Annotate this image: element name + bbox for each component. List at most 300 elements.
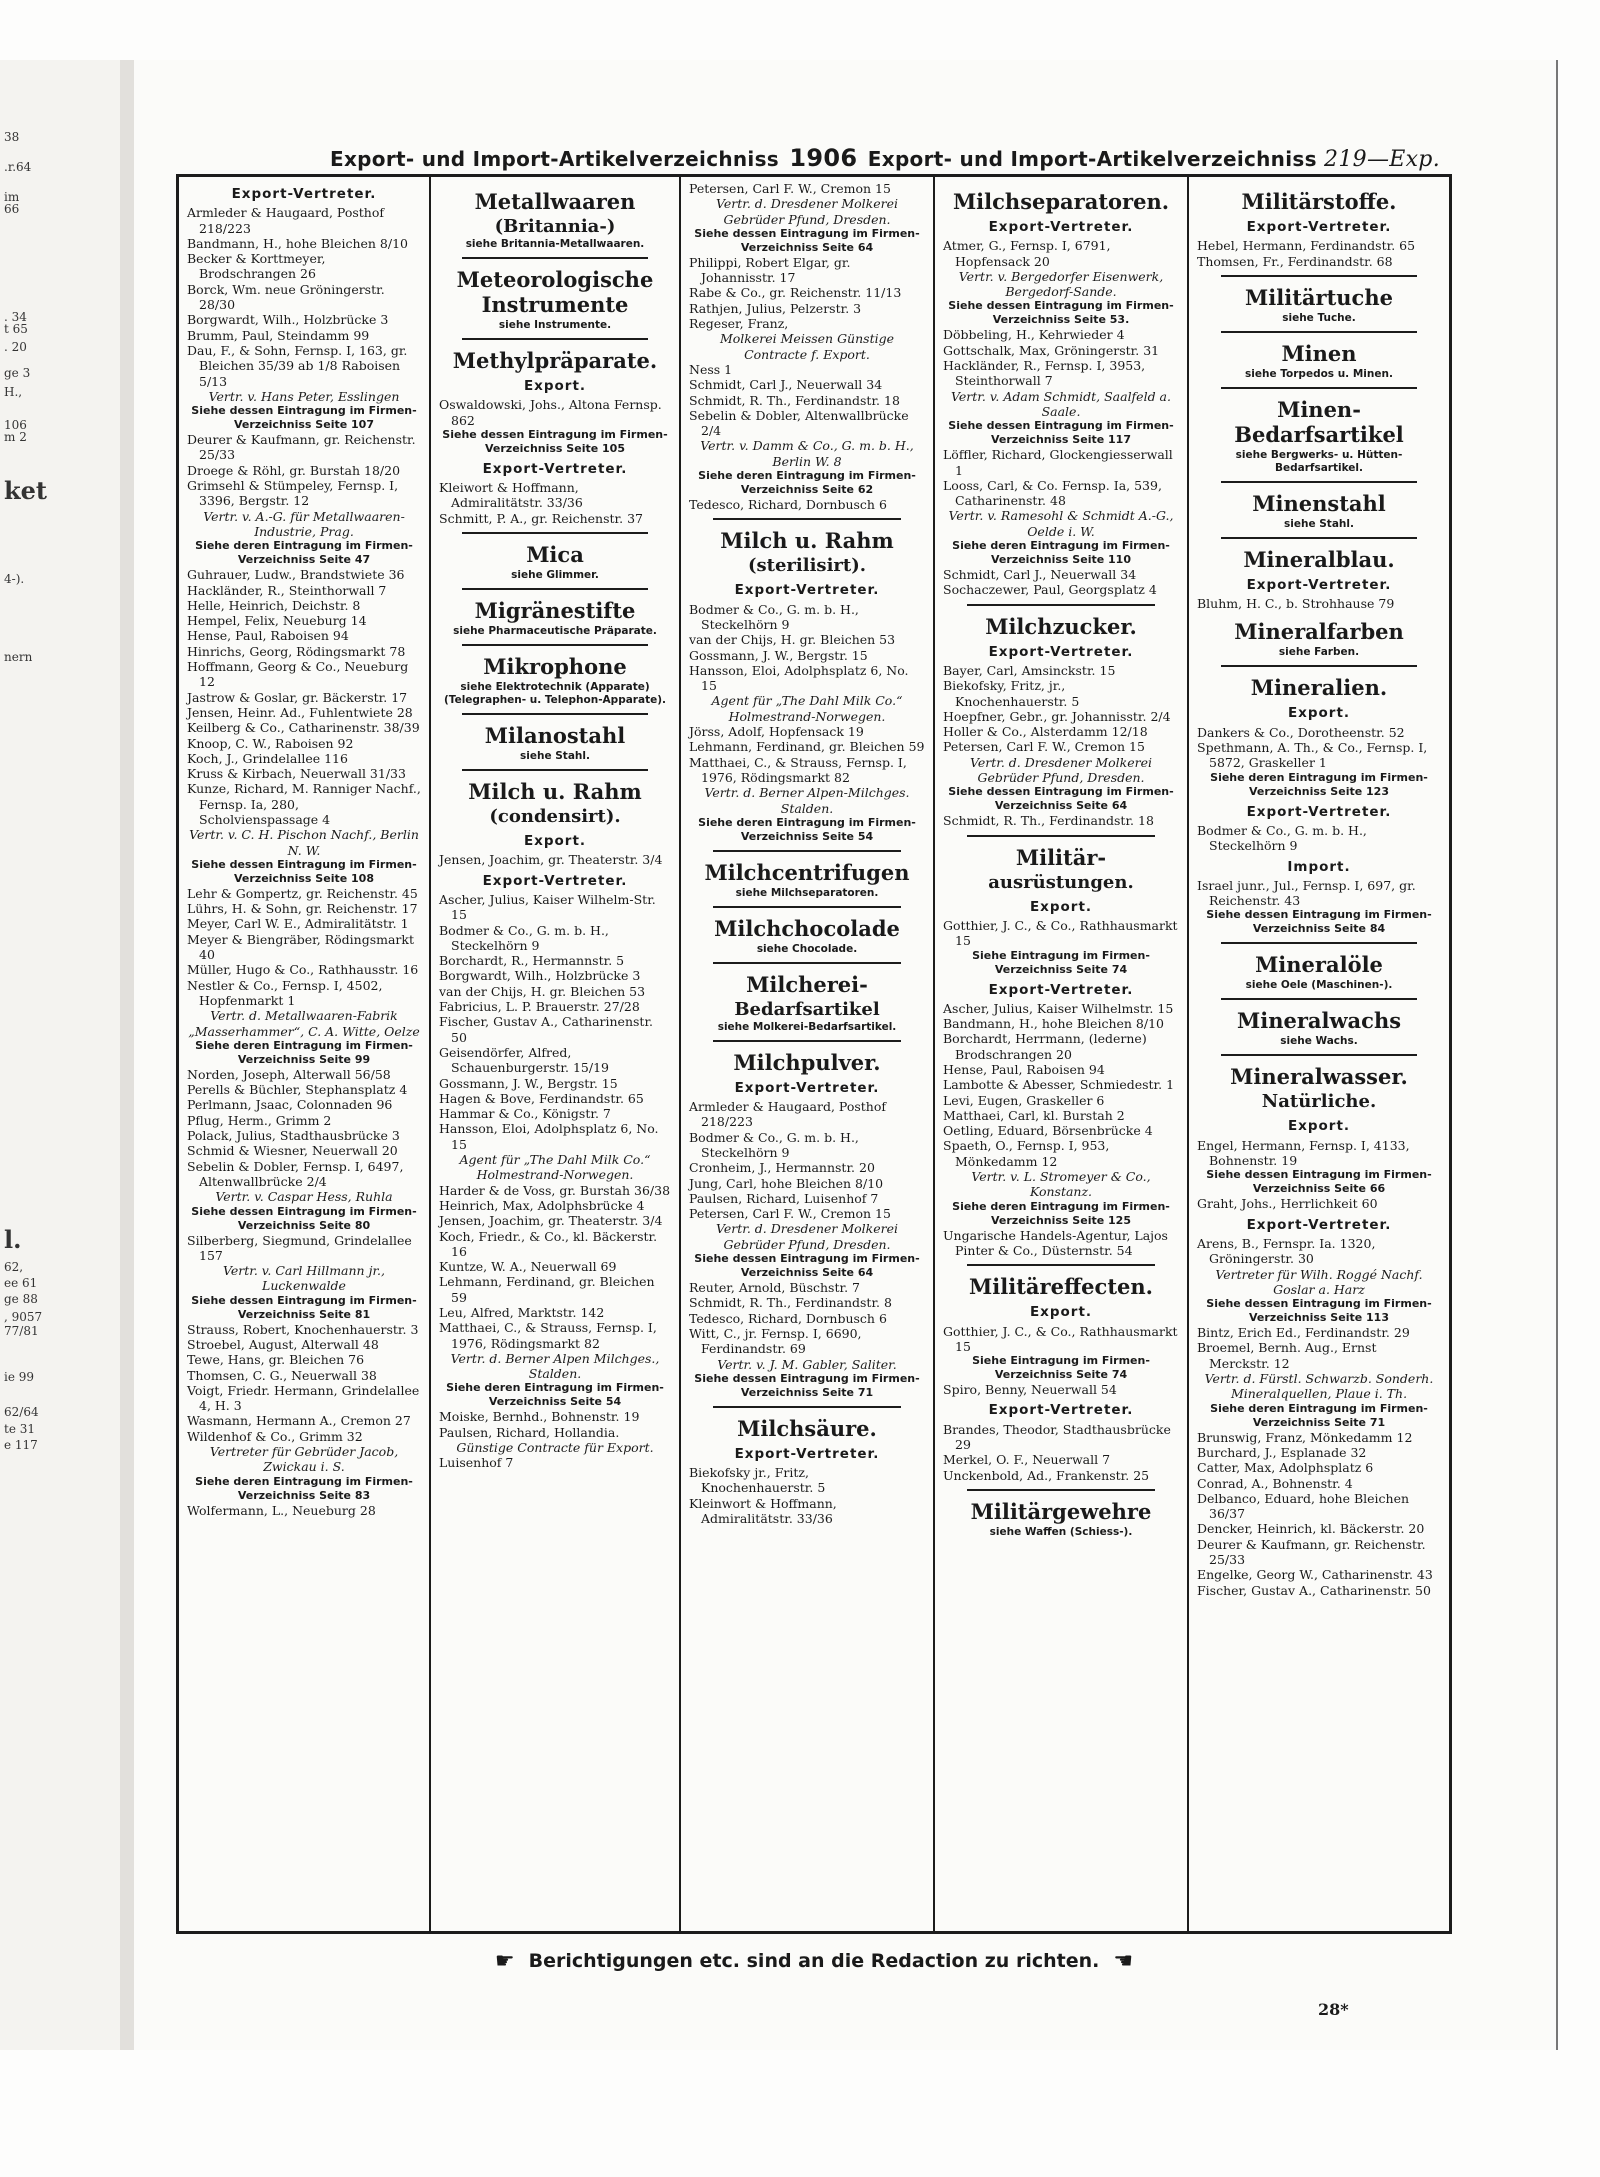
register-reference: Siehe Eintragung im Firmen-Verzeichniss Seite 74 [972,948,1150,976]
firm-entry: Strauss, Robert, Knochenhauerstr. 3 [187,1321,419,1337]
section-heading: Export-Vertreter. [988,981,1134,998]
firm-entry: Atmer, G., Fernsp. I, 6791, Hopfensack 20 [943,238,1111,269]
keyword-heading: Migränestifte [474,598,636,624]
firm-entry: Brumm, Paul, Steindamm 99 [187,327,370,343]
section-heading: Import. [1287,858,1351,875]
cross-reference: siehe Waffen (Schiess-). [989,1525,1133,1538]
cross-reference: siehe Glimmer. [511,569,599,582]
section-divider [462,713,648,715]
firm-entry: Droege & Röhl, gr. Burstah 18/20 [187,462,401,478]
firm-entry: Kleiwort & Hoffmann, Admiralitätstr. 33/36 [439,480,583,511]
firm-entry: Pflug, Herm., Grimm 2 [187,1112,332,1128]
firm-entry: Holler & Co., Alsterdamm 12/18 [943,724,1148,740]
firm-entry: Jung, Carl, hohe Bleichen 8/10 [689,1175,884,1191]
prev-page-fragment: 38 [4,130,20,144]
firm-entry: Oetling, Eduard, Börsenbrücke 4 [943,1123,1153,1139]
keyword-heading: Militärgewehre [970,1498,1152,1524]
section-divider [462,257,648,259]
firm-entry: Looss, Carl, & Co. Fernsp. Ia, 539, Catharinenstr. 48 [943,477,1162,509]
register-reference: Siehe dessen Eintragung im Firmen-Verzeichniss Seite 105 [442,427,668,455]
firm-entry: Hagen & Bove, Ferdinandstr. 65 [439,1090,644,1106]
prev-page-fragment: . 34 [4,310,27,324]
prev-page-fragment: e 117 [4,1438,38,1452]
agency-note: Vertr. v. Damm & Co., G. m. b. H., Berlin W. 8 [700,438,914,469]
firm-entry: Armleder & Haugaard, Posthof 218/223 [689,1099,887,1130]
firm-entry: Ascher, Julius, Kaiser Wilhelmstr. 15 [943,1000,1174,1016]
firm-entry: Ascher, Julius, Kaiser Wilhelm-Str. 15 [439,891,656,923]
firm-entry: Keilberg & Co., Catharinenstr. 38/39 [187,720,420,736]
firm-entry: Bayer, Carl, Amsinckstr. 15 [943,662,1116,678]
keyword-subheading: (sterilisirt). [748,555,866,577]
firm-entry: Gotthier, J. C., & Co., Rathhausmarkt 15 [943,917,1178,949]
register-reference: Siehe deren Eintragung im Firmen-Verzeichniss Seite 71 [1210,1401,1428,1429]
section-heading: Export-Vertreter. [1246,576,1392,593]
columns-frame [176,174,1452,1934]
keyword-subheading: (Britannia-) [494,216,616,237]
firm-entry: Hansson, Eloi, Adolphsplatz 6, No. 15 [689,662,909,694]
prev-page-fragment: te 31 [4,1422,36,1436]
firm-entry: Schmidt, Carl J., Neuerwall 34 [943,567,1137,583]
keyword-heading: Milchzucker. [985,613,1137,639]
prev-page-fragment: 4-). [4,572,25,586]
firm-entry: Cronheim, J., Hermannstr. 20 [689,1160,875,1176]
section-heading: Export. [523,378,587,394]
prev-page-fragment: nern [4,650,33,664]
cross-reference: siehe Bergwerks- u. Hütten-Bedarfsartikel. [1235,448,1403,474]
section-heading: Export. [1029,898,1093,915]
agency-note: Vertr. v. A.-G. für Metallwaaren-Industrie, Prag. [203,508,405,539]
firm-entry: Borchardt, R., Hermannstr. 5 [439,953,625,969]
firm-entry: Sebelin & Dobler, Altenwallbrücke 2/4 [689,407,909,439]
firm-entry: Jensen, Joachim, gr. Theaterstr. 3/4 [439,852,663,868]
keyword-subheading: Bedarfsartikel [734,998,880,1020]
column-4 [933,177,1187,1931]
firm-entry: Philippi, Robert Elgar, gr. Johannisstr. 17 [689,254,851,286]
keyword-heading: Milchchocolade [714,915,900,941]
register-reference: Siehe dessen Eintragung im Firmen-Verzeichniss Seite 64 [948,785,1174,813]
section-divider [1221,387,1416,389]
firm-entry: Lehr & Gompertz, gr. Reichenstr. 45 [187,885,418,901]
column-3 [679,177,933,1931]
firm-entry: Bintz, Erich Ed., Ferdinandstr. 29 [1197,1325,1410,1341]
firm-entry: Tedesco, Richard, Dornbusch 6 [689,497,887,513]
section-divider [1221,537,1416,539]
agency-note: Vertr. v. Bergedorfer Eisenwerk, Bergedorf-Sande. [958,268,1164,300]
keyword-heading: Mineralblau. [1243,546,1395,572]
register-reference: Siehe dessen Eintragung im Firmen-Verzeichniss Seite 113 [1206,1297,1432,1325]
firm-entry: Perlmann, Jsaac, Colonnaden 96 [187,1097,393,1113]
keyword-subheading: ausrüstungen. [988,871,1134,893]
keyword-heading: Methylpräparate. [452,348,658,373]
firm-entry: Norden, Joseph, Alterwall 56/58 [187,1066,391,1082]
prev-page-fragment: ee 61 [4,1276,38,1290]
firm-entry: Borgwardt, Wilh., Holzbrücke 3 [439,968,641,984]
prev-page-fragment: im [4,190,20,204]
section-divider [713,850,902,852]
firm-entry: Stroebel, August, Alterwall 48 [187,1337,379,1352]
keyword-heading: Mikrophone [483,654,627,680]
cross-reference: siehe Molkerei-Bedarfsartikel. [717,1020,897,1033]
keyword-heading: Milchseparatoren. [952,189,1170,214]
prev-page-fragment: , 9057 [4,1310,43,1324]
firm-entry: Harder & de Voss, gr. Burstah 36/38 [439,1182,671,1198]
firm-entry: Müller, Hugo & Co., Rathhausstr. 16 [187,962,419,978]
firm-entry: Hansson, Eloi, Adolphsplatz 6, No. 15 [439,1121,659,1152]
register-reference: Siehe dessen Eintragung im Firmen-Verzeichniss Seite 81 [191,1293,417,1321]
agency-note: Günstige Contracte für Export. [456,1440,654,1456]
keyword-heading: Milchsäure. [737,1415,877,1441]
firm-entry: Hinrichs, Georg, Rödingsmarkt 78 [187,643,406,659]
keyword-heading: Militärtuche [1245,284,1393,310]
section-divider [713,1406,902,1408]
prev-page-fragment: t 65 [4,322,28,336]
firm-entry: Lührs, H. & Sohn, gr. Reichenstr. 17 [187,901,418,917]
firm-entry: Merkel, O. F., Neuerwall 7 [943,1452,1111,1468]
firm-entry: Israel junr., Jul., Fernsp. I, 697, gr. Reichenstr. 43 [1197,877,1416,909]
firm-entry: Broemel, Bernh. Aug., Ernst Merckstr. 12 [1197,1340,1377,1371]
keyword-heading: Minen [1281,340,1357,366]
section-heading: Export. [1287,1118,1351,1135]
firm-entry: Catter, Max, Adolphsplatz 6 [1197,1460,1374,1476]
section-divider [462,644,648,646]
agency-note: Vertreter für Wilh. Roggé Nachf. Goslar a. Harz [1215,1266,1423,1297]
firm-entry: Gossmann, J. W., Bergstr. 15 [689,647,868,663]
firm-entry: Koch, Friedr., & Co., kl. Bäckerstr. 16 [439,1228,658,1259]
section-heading: Export-Vertreter. [734,582,880,599]
firm-entry: Bodmer & Co., G. m. b. H., Steckelhörn 9 [689,601,859,632]
agency-note: Vertr. d. Berner Alpen-Milchges. Stalden. [704,785,910,816]
register-reference: Siehe Eintragung im Firmen-Verzeichniss Seite 74 [972,1354,1150,1382]
firm-entry: Jastrow & Goslar, gr. Bäckerstr. 17 [187,689,408,705]
cross-reference: siehe Stahl. [1284,517,1354,530]
agency-note: Agent für „The Dahl Milk Co.“ Holmestrand-Norwegen. [711,693,903,724]
register-reference: Siehe deren Eintragung im Firmen-Verzeichniss Seite 62 [698,469,916,497]
prev-page-fragment: m 2 [4,430,27,444]
firm-entry: Schmidt, R. Th., Ferdinandstr. 18 [943,813,1154,829]
section-divider [713,962,902,964]
firm-entry: Armleder & Haugaard, Posthof 218/223 [187,205,385,236]
agency-note: Vertr. d. Dresdener Molkerei Gebrüder Pfund, Dresden. [969,754,1153,786]
firm-entry: Petersen, Carl F. W., Cremon 15 [689,181,891,196]
firm-entry: Fischer, Gustav A., Catharinenstr. 50 [439,1014,654,1045]
firm-entry: Kuntze, W. A., Neuerwall 69 [439,1259,617,1275]
firm-entry: Bodmer & Co., G. m. b. H., Steckelhörn 9 [689,1129,859,1160]
firm-entry: Lambotte & Abesser, Schmiedestr. 1 [943,1077,1175,1093]
agency-note: Vertr. d. Metallwaaren-Fabrik „Masserhammer“, C. A. Witte, Oelze [188,1008,420,1039]
register-reference: Siehe dessen Eintragung im Firmen-Verzeichniss Seite 71 [694,1371,920,1399]
cross-reference: siehe Milchseparatoren. [735,886,879,899]
section-heading: Export-Vertreter. [734,1079,880,1096]
section-heading: Export. [1287,705,1351,722]
firm-entry: Engelke, Georg W., Catharinenstr. 43 [1197,1567,1433,1583]
section-divider [1221,665,1416,667]
firm-entry: Borgwardt, Wilh., Holzbrücke 3 [187,312,389,328]
firm-entry: Ungarische Handels-Agentur, Lajos Pinter & Co., Düsternstr. 54 [943,1227,1168,1258]
agency-note: Vertr. d. Dresdener Molkerei Gebrüder Pfund, Dresden. [715,196,899,227]
section-heading: Export-Vertreter. [1246,1216,1392,1233]
firm-entry: Perells & Büchler, Stephansplatz 4 [187,1082,408,1098]
section-divider [1221,1054,1416,1056]
section-heading: Export-Vertreter. [988,219,1134,235]
keyword-subheading: (condensirt). [489,806,621,828]
firm-entry: Borck, Wm. neue Gröningerstr. 28/30 [187,281,385,313]
agency-note: Vertr. v. Ramesohl & Schmidt A.-G., Oelde i. W. [948,508,1174,539]
register-reference: Siehe deren Eintragung im Firmen-Verzeichniss Seite 54 [446,1381,664,1409]
firm-entry: Hackländer, R., Steinthorwall 7 [187,582,387,598]
firm-entry: Nestler & Co., Fernsp. I, 4502, Hopfenmarkt 1 [187,977,383,1008]
section-divider [967,835,1156,837]
firm-entry: Meyer, Carl W. E., Admiralitätstr. 1 [187,916,409,932]
prev-page-fragment: ie 99 [4,1370,35,1384]
firm-entry: Hense, Paul, Raboisen 94 [187,628,349,644]
prev-page-fragment: 66 [4,202,20,216]
firm-entry: Voigt, Friedr. Hermann, Grindelallee 4, H. 3 [187,1382,420,1414]
cross-reference: siehe Farben. [1278,646,1360,659]
cross-reference: siehe Torpedos u. Minen. [1245,367,1393,380]
firm-entry: Koch, J., Grindelallee 116 [187,750,348,766]
firm-entry: van der Chijs, H. gr. Bleichen 53 [439,983,646,999]
firm-entry: Lehmann, Ferdinand, gr. Bleichen 59 [439,1274,655,1305]
register-reference: Siehe deren Eintragung im Firmen-Verzeichniss Seite 123 [1210,770,1428,798]
firm-entry: Schmitt, P. A., gr. Reichenstr. 37 [439,510,643,526]
section-heading: Export. [523,833,587,850]
footer-notice [176,1946,1452,1976]
agency-note: Vertreter für Gebrüder Jacob, Zwickau i. S. [209,1444,399,1475]
register-reference: Siehe dessen Eintragung im Firmen-Verzeichniss Seite 107 [191,404,417,432]
firm-entry: Wasmann, Hermann A., Cremon 27 [187,1413,411,1429]
agency-note: Vertr. v. L. Stromeyer & Co., Konstanz. [971,1169,1151,1200]
firm-entry: Guhrauer, Ludw., Brandstwiete 36 [187,567,405,583]
firm-entry: Silberberg, Siegmund, Grindelallee 157 [187,1232,412,1263]
section-heading: Export-Vertreter. [734,1445,880,1462]
section-heading: Export-Vertreter. [231,186,377,202]
cross-reference: siehe Wachs. [1280,1035,1358,1048]
register-reference: Siehe dessen Eintragung im Firmen-Verzeichniss Seite 117 [948,419,1174,447]
printer-signature: 28* [1318,2000,1349,2019]
firm-entry: Fischer, Gustav A., Catharinenstr. 50 [1197,1582,1431,1598]
firm-entry: Spaeth, O., Fernsp. I, 953, Mönkedamm 12 [943,1138,1110,1169]
section-heading: Export-Vertreter. [482,872,628,889]
cross-reference: siehe Oele (Maschinen-). [1245,979,1393,992]
firm-entry: Moiske, Bernhd., Bohnenstr. 19 [439,1409,640,1425]
keyword-heading: Militärstoffe. [1241,189,1397,214]
firm-entry: Paulsen, Richard, Hollandia. [439,1424,620,1440]
agency-note: Vertr. v. C. H. Pischon Nachf., Berlin N. W. [189,827,419,858]
cross-reference: siehe Instrumente. [498,319,612,331]
firm-entry: Schmidt, R. Th., Ferdinandstr. 8 [689,1295,892,1311]
register-reference: Siehe deren Eintragung im Firmen-Verzeichniss Seite 54 [698,815,916,843]
firm-entry: Kleinwort & Hoffmann, Admiralitätstr. 33/36 [689,1495,837,1527]
prev-page-fragment: ket [4,476,47,505]
firm-entry: Oswaldowski, Johs., Altona Fernsp. 862 [439,397,662,428]
prev-page-fragment: 77/81 [4,1324,39,1338]
section-divider [967,604,1156,606]
prev-page-fragment: 62, [4,1260,24,1274]
register-reference: Siehe deren Eintragung im Firmen-Verzeichniss Seite 110 [952,539,1170,567]
firm-entry: Paulsen, Richard, Luisenhof 7 [689,1190,879,1206]
section-divider [1221,942,1416,944]
agency-note: Vertr. v. Carl Hillmann jr., Luckenwalde [222,1263,385,1294]
firm-entry: Bodmer & Co., G. m. b. H., Steckelhörn 9 [439,922,609,953]
agency-note: Vertr. v. Caspar Hess, Ruhla [215,1189,393,1205]
keyword-heading: Metallwaaren [474,189,636,214]
keyword-heading: Milcherei- [746,971,868,997]
register-reference: Siehe deren Eintragung im Firmen-Verzeichniss Seite 47 [195,539,413,567]
firm-entry: Borchardt, Herrmann, (lederne) Brodschrangen 20 [943,1031,1147,1062]
section-heading: Export-Vertreter. [988,643,1134,660]
running-head-right: Export- und Import-Artikelverzeichniss [867,147,1317,171]
keyword-heading: Milchpulver. [733,1049,881,1075]
firm-entry: Hense, Paul, Raboisen 94 [943,1061,1105,1077]
firm-entry: Dau, F., & Sohn, Fernsp. I, 163, gr. Bleichen 35/39 ab 1/8 Raboisen 5/13 [187,342,408,389]
firm-entry: Engel, Hermann, Fernsp. I, 4133, Bohnenstr. 19 [1197,1137,1410,1169]
firm-entry: Petersen, Carl F. W., Cremon 15 [943,739,1145,755]
keyword-heading: Meteorologische Instrumente [456,267,654,317]
firm-entry: Reuter, Arnold, Büschstr. 7 [689,1280,860,1296]
prev-page-fragment: H., [4,385,23,399]
keyword-heading: Mineralwachs [1236,1008,1402,1034]
footer-text: Berichtigungen etc. sind an die Redaction zu richten. [528,1950,1100,1972]
keyword-heading: Mineralien. [1250,675,1388,701]
firm-entry: Meyer & Biengräber, Rödingsmarkt 40 [187,931,414,963]
register-reference: Siehe dessen Eintragung im Firmen-Verzeichniss Seite 80 [191,1204,417,1232]
keyword-heading: Milanostahl [484,723,626,749]
firm-entry: Deurer & Kaufmann, gr. Reichenstr. 25/33 [1197,1536,1426,1567]
firm-entry: Bandmann, H., hohe Bleichen 8/10 [943,1016,1164,1032]
keyword-heading: Mineralfarben [1234,619,1404,645]
firm-entry: Kruss & Kirbach, Neuerwall 31/33 [187,766,406,782]
firm-entry: Hoepfner, Gebr., gr. Johannisstr. 2/4 [943,708,1171,724]
running-head-left: Export- und Import-Artikelverzeichniss [330,147,779,171]
firm-entry: Ness 1 [689,361,733,377]
keyword-heading: Milch u. Rahm [468,779,642,805]
firm-entry: Hoffmann, Georg & Co., Neueburg 12 [187,659,409,690]
firm-entry: Schmidt, Carl J., Neuerwall 34 [689,377,883,393]
keyword-heading: Militär- [1015,844,1107,870]
firm-entry: Petersen, Carl F. W., Cremon 15 [689,1206,891,1222]
firm-entry: Gotthier, J. C., & Co., Rathhausmarkt 15 [943,1323,1178,1354]
register-reference: Siehe deren Eintragung im Firmen-Verzeichniss Seite 125 [952,1199,1170,1227]
section-divider [967,1489,1156,1491]
previous-page-edge [0,60,123,2050]
firm-entry: Heinrich, Max, Adolphsbrücke 4 [439,1197,645,1213]
firm-entry: Sochaczewer, Paul, Georgsplatz 4 [943,582,1157,598]
register-reference: Siehe deren Eintragung im Firmen-Verzeichniss Seite 83 [195,1474,413,1502]
firm-entry: Rabe & Co., gr. Reichenstr. 11/13 [689,285,902,301]
firm-entry: Brandes, Theodor, Stadthausbrücke 29 [943,1421,1171,1453]
firm-entry: Delbanco, Eduard, hohe Bleichen 36/37 [1197,1490,1410,1522]
firm-entry: Polack, Julius, Stadthausbrücke 3 [187,1128,400,1144]
keyword-heading: Minen-Bedarfsartikel [1234,396,1404,447]
firm-entry: Rathjen, Julius, Pelzerstr. 3 [689,300,862,316]
cross-reference: siehe Tuche. [1282,311,1356,324]
firm-entry: Luisenhof 7 [439,1455,514,1471]
register-reference: Siehe dessen Eintragung im Firmen-Verzeichniss Seite 108 [191,857,417,885]
firm-entry: Gottschalk, Max, Gröningerstr. 31 [943,342,1160,358]
keyword-heading: Milchcentrifugen [704,859,910,885]
firm-entry: Burchard, J., Esplanade 32 [1197,1444,1367,1460]
prev-page-fragment: 62/64 [4,1405,39,1419]
cross-reference: siehe Elektrotechnik (Apparate) (Telegraphen- u. Telephon-Apparate). [444,681,666,707]
firm-entry: Schmidt, R. Th., Ferdinandstr. 18 [689,392,900,408]
firm-entry: Thomsen, C. G., Neuerwall 38 [187,1367,377,1383]
firm-entry: Dankers & Co., Dorotheenstr. 52 [1197,724,1405,740]
register-reference: Siehe dessen Eintragung im Firmen-Verzeichniss Seite 64 [694,1252,920,1280]
section-divider [1221,481,1416,483]
section-divider [967,1264,1156,1266]
prev-page-fragment: .r.64 [4,160,32,174]
section-divider [462,338,648,340]
prev-page-fragment: ge 88 [4,1292,38,1306]
section-heading: Export-Vertreter. [988,1402,1134,1419]
firm-entry: Spiro, Benny, Neuerwall 54 [943,1382,1117,1398]
agency-note: Vertr. d. Berner Alpen Milchges., Stalden. [450,1350,660,1382]
page-number: 219—Exp. [1324,147,1440,172]
agency-note: Vertr. d. Fürstl. Schwarzb. Sonderh. Mineralquellen, Plaue i. Th. [1204,1371,1434,1402]
prev-page-fragment: l. [4,1225,22,1254]
section-divider [1221,998,1416,1000]
firm-entry: Biekofsky jr., Fritz, Knochenhauerstr. 5 [689,1465,826,1496]
firm-entry: Thomsen, Fr., Ferdinandstr. 68 [1197,253,1393,269]
keyword-heading: Minenstahl [1252,490,1386,516]
firm-entry: Regeser, Franz, [689,316,789,332]
firm-entry: Leu, Alfred, Marktstr. 142 [439,1304,605,1320]
section-divider [462,532,648,534]
firm-entry: Geisendörfer, Alfred, Schauenburgerstr. 15/19 [439,1044,609,1076]
firm-entry: Levi, Eugen, Graskeller 6 [943,1092,1105,1108]
firm-entry: Löffler, Richard, Glockengiesserwall 1 [943,447,1173,478]
prev-page-fragment: 106 [4,418,27,432]
firm-entry: Graht, Johs., Herrlichkeit 60 [1197,1196,1378,1212]
prev-page-fragment: . 20 [4,340,27,354]
agency-note: Vertr. v. Adam Schmidt, Saalfeld a. Saale. [951,388,1171,419]
register-reference: Siehe dessen Eintragung im Firmen-Verzeichniss Seite 84 [1206,908,1432,936]
firm-entry: Gossmann, J. W., Bergstr. 15 [439,1075,618,1091]
register-reference: Siehe dessen Eintragung im Firmen-Verzeichniss Seite 64 [694,226,920,254]
firm-entry: Unckenbold, Ad., Frankenstr. 25 [943,1467,1150,1483]
firm-entry: Conrad, A., Bohnenstr. 4 [1197,1475,1353,1491]
firm-entry: Spethmann, A. Th., & Co., Fernsp. I, 5872, Graskeller 1 [1197,740,1428,771]
agency-note: Molkerei Meissen Günstige Contracte f. Export. [719,331,894,362]
firm-entry: Wildenhof & Co., Grimm 32 [187,1428,363,1444]
firm-entry: Bluhm, H. C., b. Strohhause 79 [1197,596,1395,612]
section-heading: Export. [1029,1304,1093,1321]
pointing-hand-right-icon: ☛ [494,1948,515,1974]
firm-entry: Hammar & Co., Königstr. 7 [439,1106,611,1122]
section-divider [713,1040,902,1042]
firm-entry: Schmid & Wiesner, Neuerwall 20 [187,1143,398,1159]
running-head [330,144,1440,172]
firm-entry: Tedesco, Richard, Dornbusch 6 [689,1310,887,1326]
section-heading: Export-Vertreter. [1246,219,1392,235]
firm-entry: Helle, Heinrich, Deichstr. 8 [187,597,361,613]
firm-entry: Bodmer & Co., G. m. b. H., Steckelhörn 9 [1197,822,1367,854]
keyword-heading: Mineralöle [1255,952,1383,978]
firm-entry: Kunze, Richard, M. Ranniger Nachf., Fernsp. Ia, 280, Scholvienspassage 4 [187,781,421,827]
firm-entry: Tewe, Hans, gr. Bleichen 76 [187,1352,365,1368]
firm-entry: Hempel, Felix, Neueburg 14 [187,613,367,629]
section-divider [1221,331,1416,333]
firm-entry: Hackländer, R., Fernsp. I, 3953, Steinthorwall 7 [943,358,1146,389]
section-divider [462,769,648,771]
firm-entry: Fabricius, L. P. Brauerstr. 27/28 [439,999,640,1015]
firm-entry: Brunswig, Franz, Mönkedamm 12 [1197,1429,1413,1445]
column-5 [1187,177,1449,1931]
section-divider [1221,275,1416,277]
section-divider [713,518,902,520]
book-gutter [120,60,134,2050]
section-divider [462,588,648,590]
